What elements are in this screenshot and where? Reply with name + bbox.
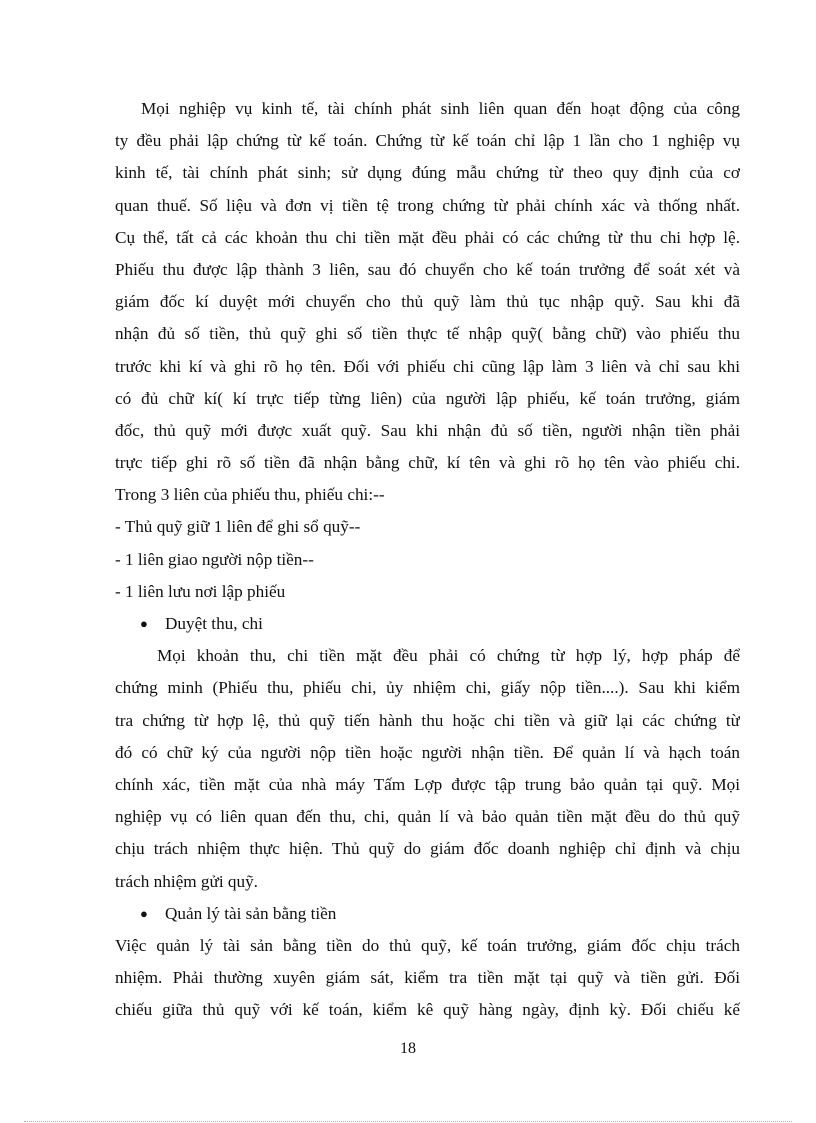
paragraph-3-line: Việc quản lý tài sản bằng tiền do thủ quỹ, kế toán trưởng, giám đốc chịu trách: [115, 935, 740, 955]
paragraph-1-line: Phiếu thu được lập thành 3 liên, sau đó chuyển cho kế toán trưởng để soát xét và: [115, 259, 740, 279]
section-heading-quan-ly-tai-san: [115, 898, 740, 930]
paragraph-1-line: Cụ thể, tất cả các khoản thu chi tiền mặt đều phải có các chứng từ thu chi hợp lệ.: [115, 227, 740, 247]
paragraph-1-line: có đủ chữ kí( kí trực tiếp từng liên) của người lập phiếu, kế toán trưởng, giám: [115, 388, 740, 408]
footer-divider: [24, 1121, 792, 1122]
paragraph-2-line: chứng minh (Phiếu thu, phiếu chi, ủy nhiệm chi, giấy nộp tiền....). Sau khi kiểm: [115, 678, 740, 698]
paragraph-2-line: trách nhiệm gửi quỹ.: [115, 871, 258, 891]
paragraph-1-line: kinh tế, tài chính phát sinh; sử dụng đúng mẫu chứng từ theo quy định của cơ: [115, 163, 740, 183]
paragraph-1-line: Trong 3 liên của phiếu thu, phiếu chi:--: [115, 485, 385, 505]
paragraph-2-line: tra chứng từ hợp lệ, thủ quỹ tiến hành thu hoặc chi tiền và giữ lại các chứng từ: [115, 710, 740, 730]
paragraph-2-line: đó có chữ ký của người nộp tiền hoặc người nhận tiền. Để quản lí và hạch toán: [115, 742, 740, 762]
paragraph-1-line: trước khi kí và ghi rõ họ tên. Đối với phiếu chi cũng lập làm 3 liên và chỉ sau khi: [115, 356, 740, 376]
page-number: 18: [400, 1040, 416, 1057]
section-heading-text: Duyệt thu, chi: [165, 614, 263, 633]
bullet-icon: ●: [140, 905, 148, 921]
section-heading-text: Quản lý tài sản bằng tiền: [165, 903, 337, 923]
list-item: - 1 liên lưu nơi lập phiếu: [115, 581, 286, 601]
paragraph-3-line: chiếu giữa thủ quỹ với kế toán, kiểm kê quỹ hàng ngày, định kỳ. Đối chiếu kế: [115, 1000, 740, 1020]
paragraph-1-line: đốc, thủ quỹ mới được xuất quỹ. Sau khi nhận đủ số tiền, người nhận tiền phải: [115, 420, 740, 440]
list-item: - Thủ quỹ giữ 1 liên để ghi sổ quỹ--: [115, 517, 361, 537]
paragraph-1-line: Mọi nghiệp vụ kinh tế, tài chính phát sinh liên quan đến hoạt động của công: [141, 99, 740, 118]
paragraph-2-line: chịu trách nhiệm thực hiện. Thủ quỹ do giám đốc doanh nghiệp chỉ định và chịu: [115, 839, 740, 859]
body-text: [115, 93, 740, 1026]
paragraph-1-line: nhận đủ số tiền, thủ quỹ ghi số tiền thực tế nhập quỹ( bằng chữ) vào phiếu thu: [115, 324, 740, 344]
bullet-icon: ●: [140, 616, 148, 631]
paragraph-1-line: ty đều phải lập chứng từ kế toán. Chứng từ kế toán chỉ lập 1 lần cho 1 nghiệp vụ: [115, 131, 740, 151]
paragraph-2-line: chính xác, tiền mặt của nhà máy Tấm Lợp được tập trung bảo quản tại quỹ. Mọi: [115, 774, 740, 794]
paragraph-1-line: quan thuế. Số liệu và đơn vị tiền tệ trong chứng từ phải chính xác và thống nhất.: [115, 195, 740, 215]
paragraph-1-line: trực tiếp ghi rõ số tiền đã nhận bằng chữ, kí tên và ghi rõ họ tên vào phiếu chi.: [115, 453, 740, 473]
paragraph-2-line: nghiệp vụ có liên quan đến thu, chi, quản lí và bảo quản tiền mặt đều do thủ quỹ: [115, 807, 740, 827]
paragraph-2-line: Mọi khoản thu, chi tiền mặt đều phải có chứng từ hợp lý, hợp pháp để: [157, 646, 740, 666]
list-item: - 1 liên giao người nộp tiền--: [115, 549, 314, 569]
paragraph-1-line: giám đốc kí duyệt mới chuyển cho thủ quỹ làm thủ tục nhập quỹ. Sau khi đã: [115, 292, 740, 312]
section-heading-duyet-thu-chi: [115, 608, 740, 640]
paragraph-3-line: nhiệm. Phải thường xuyên giám sát, kiểm tra tiền mặt tại quỹ và tiền gửi. Đối: [115, 968, 740, 988]
